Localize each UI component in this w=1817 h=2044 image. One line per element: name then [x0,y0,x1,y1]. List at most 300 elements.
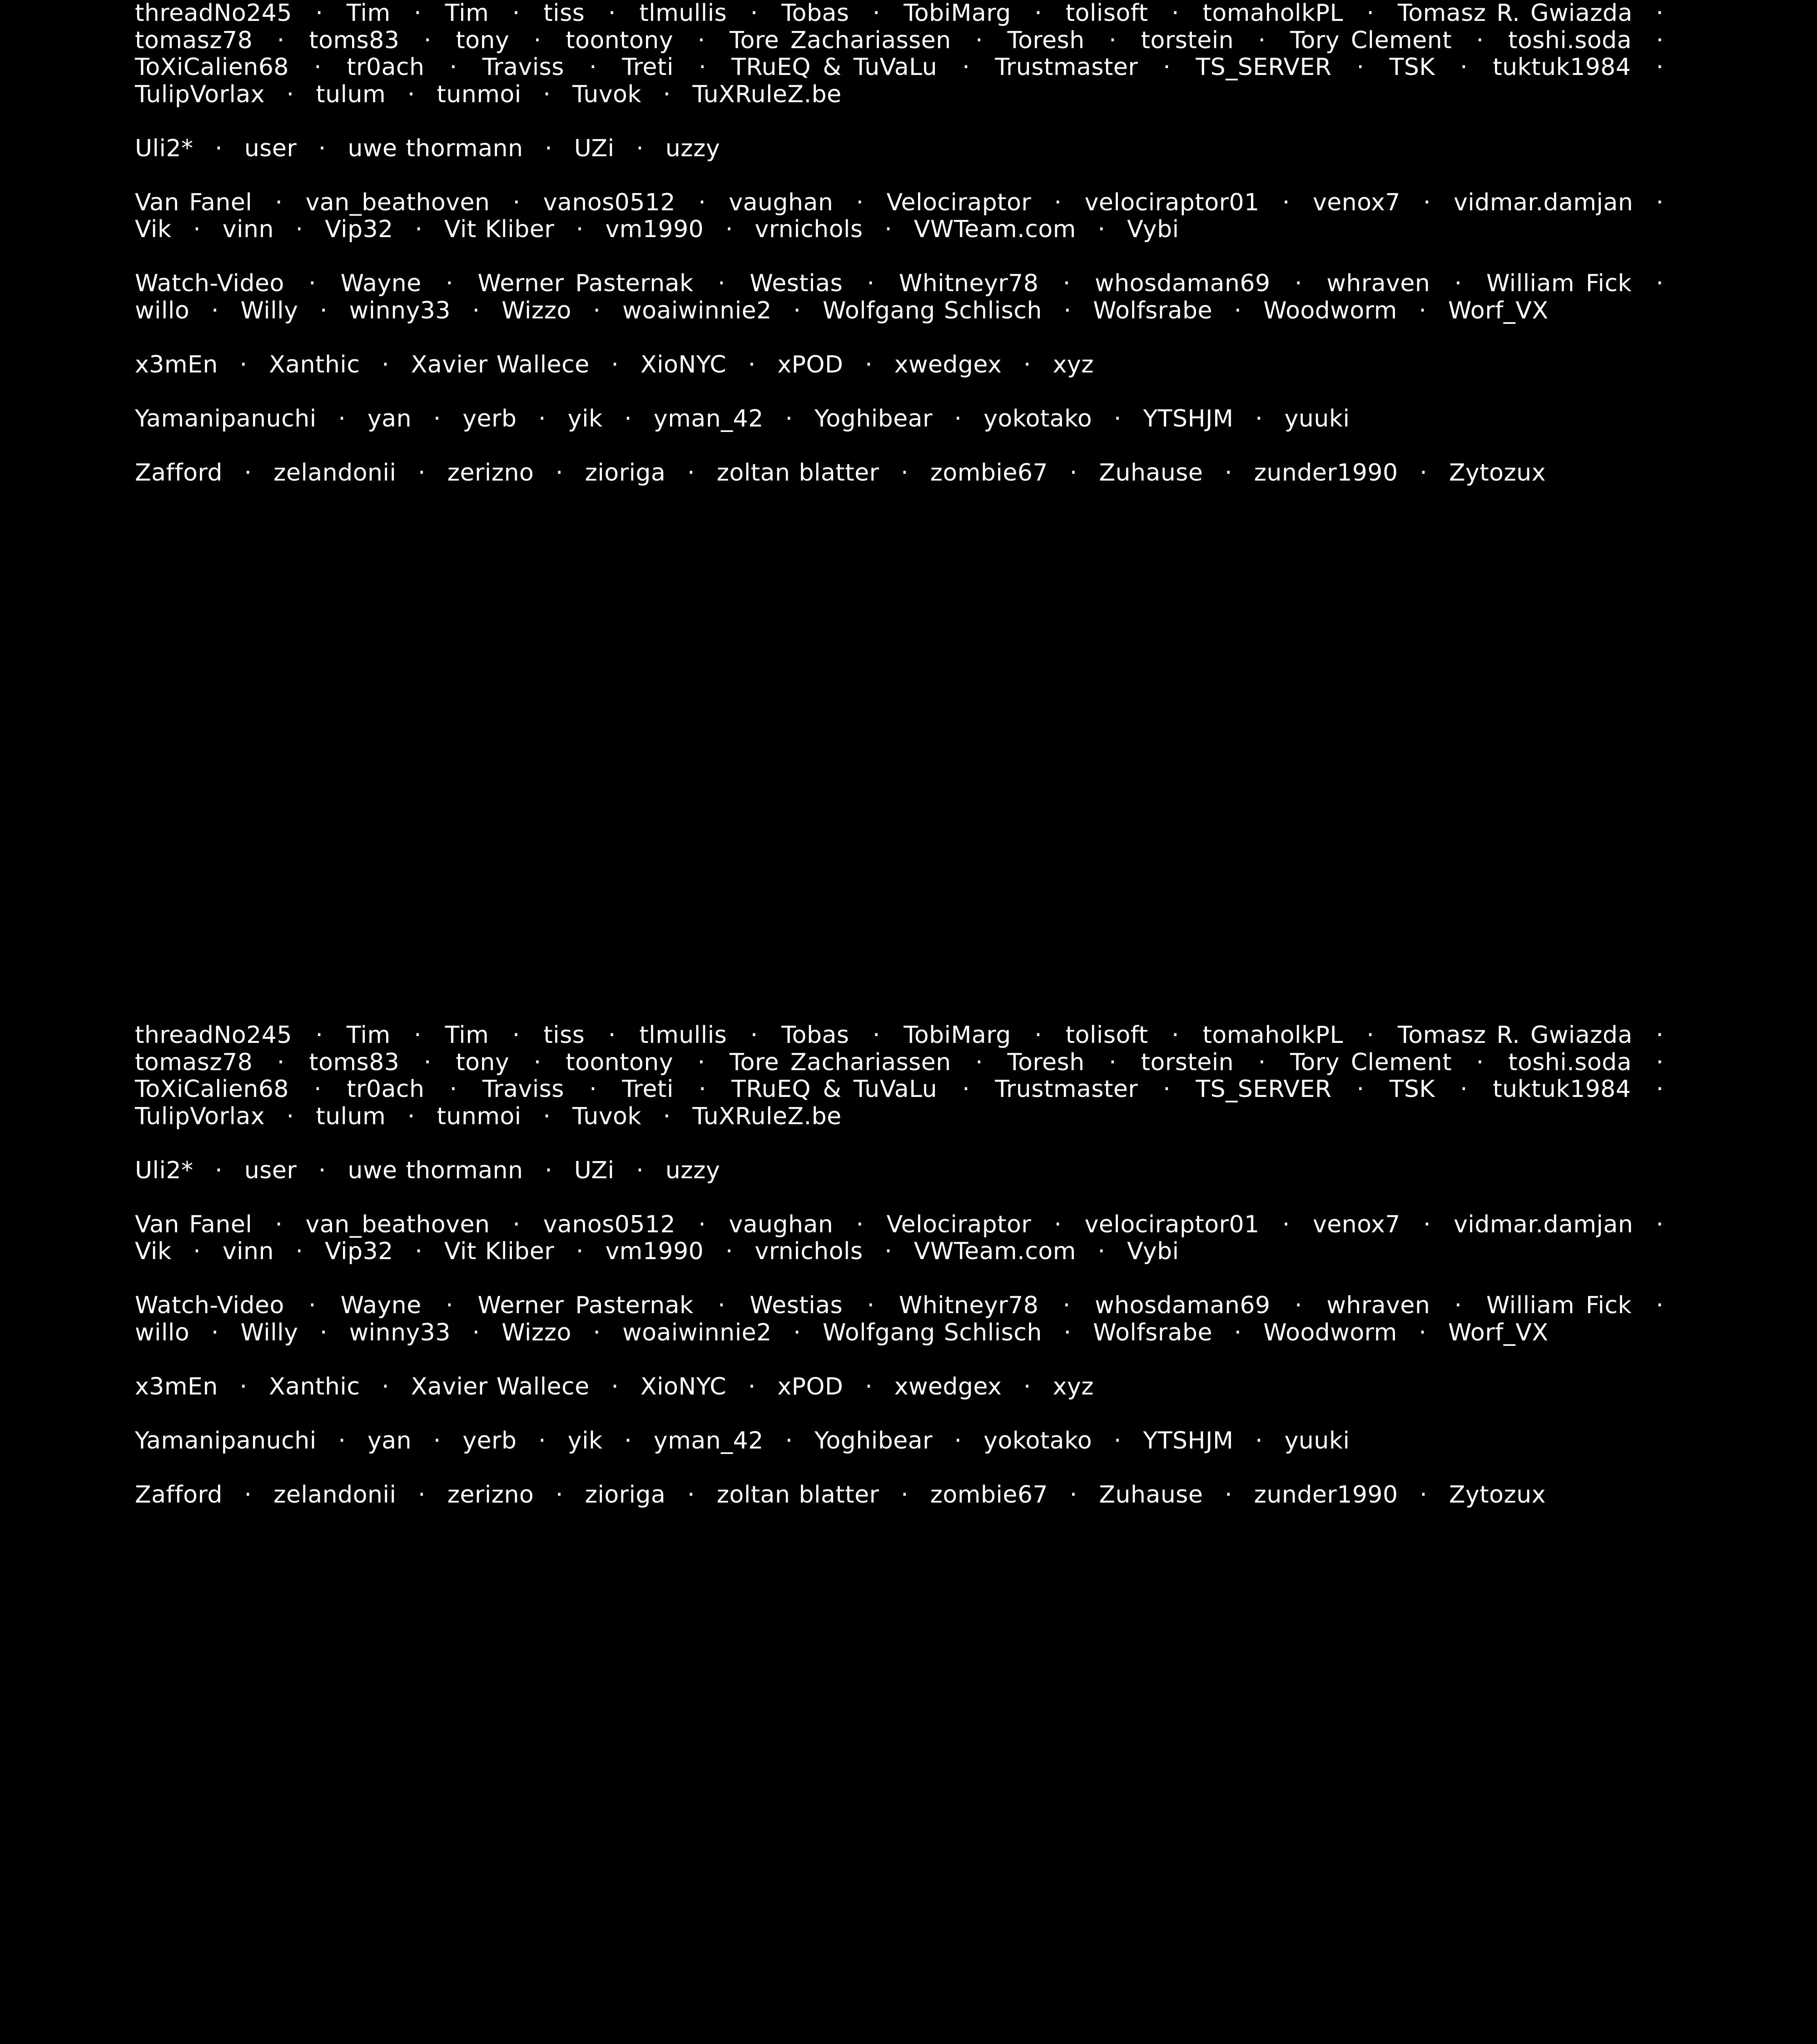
contributor-name: Wayne [340,1292,422,1319]
separator-dot: · [543,1102,551,1130]
contributor-name: Whitneyr78 [899,1292,1039,1319]
separator-dot: · [1454,1292,1462,1319]
separator-dot: · [415,1238,423,1265]
contributor-name: Uli2* [135,1156,194,1184]
separator-dot: · [211,297,219,324]
contributor-name: yik [567,1427,603,1454]
contributor-name: Wayne [340,270,422,297]
contributor-name: whosdaman69 [1095,270,1271,297]
contributor-name: yman_42 [653,405,764,432]
separator-dot: · [750,1022,758,1049]
contributor-name: tulum [316,1102,386,1130]
contributor-name: Tim [445,1022,489,1049]
credits-section-u [135,1157,1677,1185]
contributor-name: vanos0512 [543,189,676,216]
contributor-name: ToXiCalien68 [135,54,289,81]
separator-dot: · [414,1022,422,1049]
contributor-name: TulipVorlax [135,80,265,108]
contributor-name: vanos0512 [543,1211,676,1238]
separator-dot: · [1063,297,1072,324]
separator-dot: · [954,1427,962,1454]
contributor-name: zombie67 [930,459,1048,486]
contributor-name: Zafford [135,459,223,486]
contributor-name: van_beathoven [305,1211,490,1238]
separator-dot: · [1054,1211,1062,1238]
contributor-name: venox7 [1313,189,1400,216]
separator-dot: · [1023,1373,1032,1400]
separator-dot: · [884,1238,893,1265]
contributor-name: yan [367,1427,412,1454]
contributor-name: winny33 [349,1319,451,1346]
contributor-name: yerb [462,1427,517,1454]
contributor-name: tolisoft [1065,1022,1148,1049]
separator-dot: · [215,134,223,162]
separator-dot: · [697,1048,705,1076]
separator-dot: · [698,1211,706,1238]
contributor-name: yokotako [983,405,1092,432]
contributor-name: yokotako [983,1427,1092,1454]
separator-dot: · [512,1022,520,1049]
separator-dot: · [856,189,864,216]
contributor-name: Vip32 [325,1238,393,1265]
contributor-name: Vit Kliber [444,1238,555,1265]
contributor-name: willo [135,297,190,324]
contributor-name: Yoghibear [814,1427,933,1454]
credits-section-v [135,189,1677,243]
separator-dot: · [856,1211,864,1238]
separator-dot: · [533,1048,541,1076]
contributor-name: Van Fanel [135,189,253,216]
contributor-name: Westias [750,1292,843,1319]
separator-dot: · [608,1022,616,1049]
separator-dot: · [512,0,520,27]
separator-dot: · [556,459,564,486]
contributor-name: tunmoi [437,80,521,108]
contributor-name: Vybi [1127,1238,1179,1265]
separator-dot: · [512,189,521,216]
separator-dot: · [687,459,695,486]
contributor-name: YTSHJM [1143,405,1234,432]
separator-dot: · [318,134,326,162]
contributor-name: Xanthic [269,1373,360,1400]
contributor-name: toshi.soda [1508,1048,1632,1076]
contributor-name: vidmar.damjan [1454,1211,1633,1238]
separator-dot: · [1460,54,1468,81]
contributor-name: whosdaman69 [1095,1292,1271,1319]
credits-section-t [135,0,1677,108]
contributor-name: Wolfsrabe [1093,297,1212,324]
contributor-name: Worf_VX [1448,297,1549,324]
contributor-name: XioNYC [640,1373,727,1400]
separator-dot: · [244,459,252,486]
separator-dot: · [382,1373,390,1400]
credits-section-x [135,352,1677,379]
separator-dot: · [239,1373,248,1400]
separator-dot: · [1097,1238,1106,1265]
credits-section-y [135,1428,1677,1455]
contributor-name: Woodworm [1263,1319,1397,1346]
contributor-name: tr0ach [347,1076,425,1103]
contributor-name: Tim [346,0,391,27]
contributor-name: Westias [750,270,843,297]
separator-dot: · [718,1292,726,1319]
contributor-name: Vybi [1127,216,1179,243]
contributor-name: Whitneyr78 [899,270,1039,297]
separator-dot: · [576,216,584,243]
contributor-name: Yamanipanuchi [135,405,317,432]
separator-dot: · [277,1048,285,1076]
separator-dot: · [872,1022,880,1049]
separator-dot: · [975,1048,983,1076]
separator-dot: · [748,1373,756,1400]
separator-dot: · [785,1427,793,1454]
separator-dot: · [1063,1319,1072,1346]
contributor-name: xyz [1052,1373,1094,1400]
contributor-name: tr0ach [347,54,425,81]
contributor-name: Traviss [482,54,564,81]
credits-section-w [135,270,1677,324]
separator-dot: · [608,0,616,27]
separator-dot: · [286,80,294,108]
credits-section-w [135,1292,1677,1346]
contributor-name: Xavier Wallece [411,351,590,378]
separator-dot: · [1656,1022,1664,1049]
separator-dot: · [1069,459,1077,486]
contributor-name: Zuhause [1099,459,1203,486]
contributor-name: Willy [240,297,298,324]
separator-dot: · [1258,1048,1266,1076]
separator-dot: · [785,405,793,432]
contributor-name: William Fick [1486,270,1632,297]
separator-dot: · [1034,1022,1043,1049]
separator-dot: · [1356,1076,1365,1103]
separator-dot: · [512,1211,521,1238]
separator-dot: · [1113,405,1122,432]
contributor-name: zelandonii [273,1481,397,1508]
separator-dot: · [589,1076,597,1103]
contributor-name: Tomasz R. Gwiazda [1397,1022,1633,1049]
contributor-name: Treti [622,1076,674,1103]
separator-dot: · [1454,270,1462,297]
contributor-name: VWTeam.com [913,216,1076,243]
contributor-name: Trustmaster [995,1076,1138,1103]
contributor-name: tiss [543,1022,585,1049]
separator-dot: · [1476,1048,1484,1076]
contributor-name: whraven [1326,270,1430,297]
contributor-name: Xavier Wallece [411,1373,590,1400]
separator-dot: · [1656,270,1664,297]
separator-dot: · [407,1102,415,1130]
separator-dot: · [1109,1048,1117,1076]
contributor-name: zoltan blatter [716,1481,879,1508]
contributor-name: vm1990 [605,216,704,243]
separator-dot: · [1656,1048,1664,1076]
contributor-name: zelandonii [273,459,397,486]
contributor-name: vrnichols [755,1238,863,1265]
separator-dot: · [449,54,457,81]
contributor-name: Toresh [1007,26,1085,54]
separator-dot: · [698,189,706,216]
separator-dot: · [1420,1481,1428,1508]
contributor-name: vinn [222,1238,274,1265]
contributor-name: van_beathoven [305,189,490,216]
separator-dot: · [611,1373,619,1400]
separator-dot: · [624,1427,632,1454]
separator-dot: · [433,405,441,432]
separator-dot: · [1255,405,1263,432]
contributor-name: Willy [240,1319,298,1346]
contributor-name: Tobas [781,1022,849,1049]
contributor-name: uzzy [665,134,720,162]
separator-dot: · [793,297,801,324]
contributor-name: tunmoi [437,1102,521,1130]
separator-dot: · [1225,459,1233,486]
separator-dot: · [1356,54,1365,81]
separator-dot: · [318,1156,326,1184]
contributor-name: vidmar.damjan [1454,189,1633,216]
separator-dot: · [1656,1292,1664,1319]
contributor-name: velociraptor01 [1084,189,1260,216]
separator-dot: · [1023,351,1032,378]
separator-dot: · [275,189,283,216]
contributor-name: willo [135,1319,190,1346]
contributor-name: Xanthic [269,351,360,378]
separator-dot: · [1656,189,1664,216]
contributor-name: Vik [135,1238,172,1265]
credits-section-z [135,1482,1677,1509]
contributor-name: woaiwinnie2 [622,297,772,324]
separator-dot: · [308,270,317,297]
separator-dot: · [1282,1211,1290,1238]
contributor-name: uwe thormann [348,134,523,162]
contributor-name: tomasz78 [135,1048,253,1076]
contributor-name: Vip32 [325,216,393,243]
contributor-name: zerizno [447,459,534,486]
separator-dot: · [748,351,756,378]
separator-dot: · [1234,1319,1242,1346]
separator-dot: · [556,1481,564,1508]
contributor-name: x3mEn [135,1373,218,1400]
separator-dot: · [538,1427,546,1454]
separator-dot: · [1069,1481,1077,1508]
separator-dot: · [319,297,328,324]
separator-dot: · [423,1048,432,1076]
contributor-name: Watch-Video [135,1292,284,1319]
contributor-name: TobiMarg [904,1022,1011,1049]
contributor-name: uzzy [665,1156,720,1184]
separator-dot: · [315,1022,323,1049]
contributor-name: zombie67 [930,1481,1048,1508]
contributor-name: yman_42 [653,1427,764,1454]
separator-dot: · [1062,270,1071,297]
contributor-name: UZi [574,134,615,162]
separator-dot: · [319,1319,328,1346]
contributor-name: Tory Clement [1290,26,1452,54]
separator-dot: · [1258,26,1266,54]
separator-dot: · [423,26,432,54]
separator-dot: · [315,0,323,27]
contributor-name: VWTeam.com [913,1238,1076,1265]
separator-dot: · [1172,1022,1180,1049]
contributor-name: Tore Zachariassen [730,26,951,54]
contributor-name: zunder1990 [1254,1481,1398,1508]
contributor-name: toontony [566,1048,674,1076]
credits-section-x [135,1374,1677,1401]
separator-dot: · [698,1076,707,1103]
contributor-name: tony [456,26,510,54]
contributor-name: user [244,1156,297,1184]
separator-dot: · [446,1292,454,1319]
contributor-name: Uli2* [135,134,194,162]
contributor-name: user [244,134,297,162]
credits-list-top [135,0,1677,514]
separator-dot: · [793,1319,801,1346]
separator-dot: · [533,26,541,54]
contributor-name: uwe thormann [348,1156,523,1184]
separator-dot: · [593,1319,601,1346]
separator-dot: · [1294,1292,1302,1319]
contributor-name: Wolfgang Schlisch [823,297,1042,324]
contributor-name: woaiwinnie2 [622,1319,772,1346]
separator-dot: · [1423,1211,1431,1238]
contributor-name: zioriga [585,459,666,486]
separator-dot: · [277,26,285,54]
contributor-name: yik [567,405,603,432]
contributor-name: Zuhause [1099,1481,1203,1508]
contributor-name: Tory Clement [1290,1048,1452,1076]
contributor-name: Yoghibear [814,405,933,432]
contributor-name: TuXRuleZ.be [692,1102,842,1130]
separator-dot: · [1656,1076,1664,1103]
separator-dot: · [593,297,601,324]
separator-dot: · [687,1481,695,1508]
separator-dot: · [193,216,201,243]
separator-dot: · [867,1292,875,1319]
contributor-name: Zafford [135,1481,223,1508]
contributor-name: tulum [316,80,386,108]
contributor-name: TuXRuleZ.be [692,80,842,108]
contributor-name: tlmullis [639,0,727,27]
separator-dot: · [750,0,758,27]
separator-dot: · [697,26,705,54]
contributor-name: Tobas [781,0,849,27]
contributor-name: YTSHJM [1143,1427,1234,1454]
separator-dot: · [295,216,303,243]
separator-dot: · [901,1481,909,1508]
separator-dot: · [472,1319,480,1346]
separator-dot: · [725,216,733,243]
separator-dot: · [1460,1076,1468,1103]
contributor-name: toms83 [309,26,400,54]
contributor-name: zioriga [585,1481,666,1508]
separator-dot: · [962,54,970,81]
separator-dot: · [1656,26,1664,54]
contributor-name: zoltan blatter [716,459,879,486]
contributor-name: Tore Zachariassen [730,1048,951,1076]
separator-dot: · [414,0,422,27]
contributor-name: Tuvok [572,80,642,108]
contributor-name: tolisoft [1065,0,1148,27]
contributor-name: zunder1990 [1254,459,1398,486]
separator-dot: · [418,459,426,486]
contributor-name: yuuki [1284,1427,1350,1454]
contributor-name: tony [456,1048,510,1076]
contributor-name: Wizzo [501,297,571,324]
separator-dot: · [872,0,880,27]
contributor-name: torstein [1141,26,1234,54]
separator-dot: · [1172,0,1180,27]
separator-dot: · [545,134,553,162]
contributor-name: tlmullis [639,1022,727,1049]
separator-dot: · [624,405,632,432]
contributor-name: TS_SERVER [1196,54,1332,81]
separator-dot: · [865,1373,873,1400]
separator-dot: · [589,54,597,81]
separator-dot: · [1656,1211,1664,1238]
separator-dot: · [1476,26,1484,54]
contributor-name: yuuki [1284,405,1350,432]
credits-section-z [135,460,1677,487]
contributor-name: Zytozux [1449,459,1546,486]
separator-dot: · [1419,297,1427,324]
contributor-name: Treti [622,54,674,81]
contributor-name: Vit Kliber [444,216,555,243]
contributor-name: Van Fanel [135,1211,253,1238]
contributor-name: XioNYC [640,351,727,378]
separator-dot: · [244,1481,252,1508]
contributor-name: Zytozux [1449,1481,1546,1508]
separator-dot: · [407,80,415,108]
separator-dot: · [867,270,875,297]
separator-dot: · [543,80,551,108]
contributor-name: toms83 [309,1048,400,1076]
separator-dot: · [636,1156,644,1184]
separator-dot: · [1366,0,1375,27]
contributor-name: TulipVorlax [135,1102,265,1130]
contributor-name: Watch-Video [135,270,284,297]
separator-dot: · [193,1238,201,1265]
contributor-name: yan [367,405,412,432]
contributor-name: x3mEn [135,351,218,378]
contributor-name: threadNo245 [135,1022,292,1049]
contributor-name: TRuEQ & TuVaLu [731,1076,938,1103]
separator-dot: · [338,1427,346,1454]
separator-dot: · [954,405,962,432]
separator-dot: · [865,351,873,378]
contributor-name: tomaholkPL [1202,0,1343,27]
separator-dot: · [1163,54,1171,81]
contributor-name: tiss [543,0,585,27]
separator-dot: · [449,1076,457,1103]
separator-dot: · [545,1156,553,1184]
separator-dot: · [275,1211,283,1238]
separator-dot: · [338,405,346,432]
separator-dot: · [884,216,893,243]
credits-section-y [135,406,1677,433]
contributor-name: Werner Pasternak [477,1292,694,1319]
contributor-name: xPOD [777,351,844,378]
separator-dot: · [472,297,480,324]
separator-dot: · [1163,1076,1171,1103]
separator-dot: · [1420,459,1428,486]
contributor-name: William Fick [1486,1292,1632,1319]
separator-dot: · [975,26,983,54]
contributor-name: TobiMarg [904,0,1011,27]
contributor-name: Worf_VX [1448,1319,1549,1346]
contributor-name: Werner Pasternak [477,270,694,297]
contributor-name: TS_SERVER [1196,1076,1332,1103]
contributor-name: TRuEQ & TuVaLu [731,54,938,81]
